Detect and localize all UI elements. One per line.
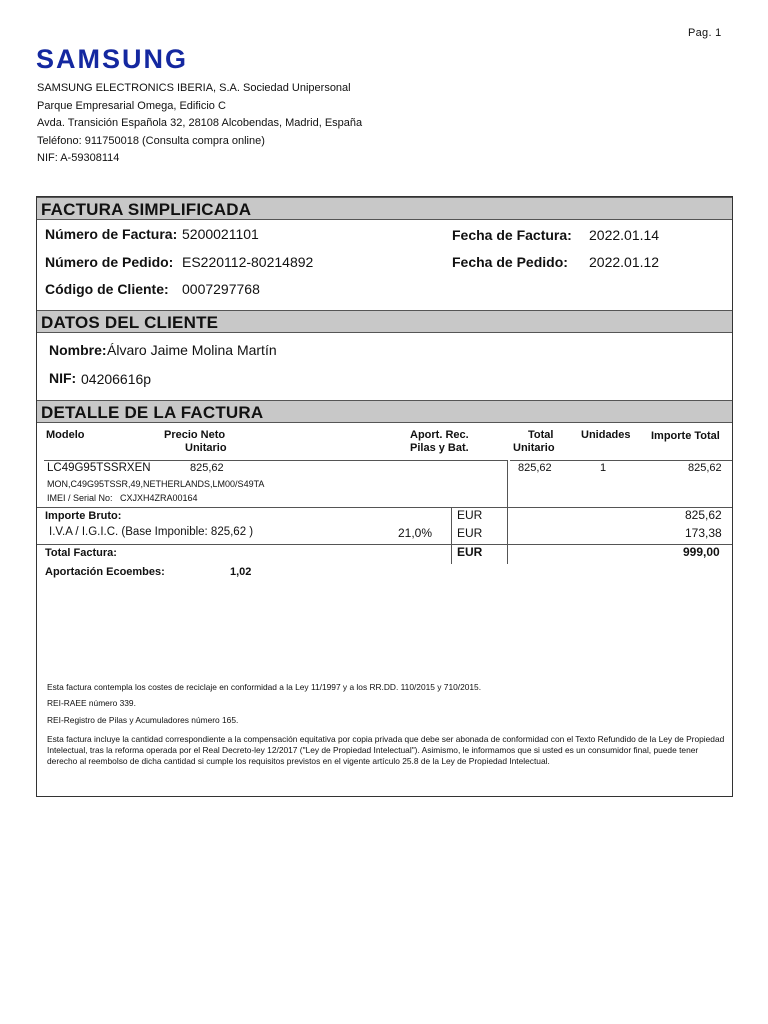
fecha-pedido-label: Fecha de Pedido:	[452, 254, 568, 270]
section-detalle-title: DETALLE DE LA FACTURA	[41, 403, 264, 422]
samsung-logo: SAMSUNG	[36, 44, 189, 74]
nif-value: 04206616p	[81, 371, 152, 387]
col-aport-2: Pilas y Bat.	[410, 442, 469, 454]
nif-label: NIF:	[49, 370, 77, 386]
numero-pedido-value: ES220112-80214892	[182, 254, 314, 270]
currency-divider-right	[507, 507, 508, 564]
section-cliente-title: DATOS DEL CLIENTE	[41, 313, 219, 332]
item-top-rule	[44, 460, 507, 461]
numero-factura-label: Número de Factura:	[45, 226, 178, 242]
company-address-2: Avda. Transición Española 32, 28108 Alcobendas, Madrid, España	[37, 117, 363, 129]
col-total-2: Unitario	[513, 442, 555, 454]
note-copia-privada: Esta factura incluye la cantidad correspondiente a la compensación equitativa por copia privada que debe ser abonada de conformidad con el Texto Refundido de la Ley de Propiedad Intelectual, tras la reforma operada por el Real Decreto-ley 12/2017 ("Ley de Propiedad Intelectual"). Asimismo, le informamos que si usted es un consumidor final, puede tener derecho al reembolso de dicha cantidad si cumple los requisitos previstos en el vigente artículo 25.8 de la Ley de Propiedad Intelectual.	[47, 734, 725, 766]
codigo-cliente-value: 0007297768	[182, 281, 260, 297]
iva-rate: 21,0%	[398, 526, 433, 540]
fecha-factura-value: 2022.01.14	[589, 227, 660, 243]
total-value: 999,00	[683, 545, 720, 559]
col-precio-1: Precio Neto	[164, 429, 226, 441]
col-total-1: Total	[528, 429, 554, 441]
col-modelo: Modelo	[46, 429, 85, 441]
item-unidades: 1	[600, 462, 607, 474]
numero-factura-value: 5200021101	[182, 226, 259, 242]
iva-currency: EUR	[457, 526, 483, 540]
nombre-value: Álvaro Jaime Molina Martín	[107, 342, 277, 358]
item-importe-total: 825,62	[688, 462, 722, 474]
item-descripcion: MON,C49G95TSSR,49,NETHERLANDS,LM00/S49TA	[47, 479, 265, 489]
col-aport-1: Aport. Rec.	[410, 429, 469, 441]
item-imei-value: CXJXH4ZRA00164	[120, 493, 198, 503]
company-name: SAMSUNG ELECTRONICS IBERIA, S.A. Sociedad Unipersonal	[37, 82, 351, 94]
item-modelo: LC49G95TSSRXEN	[47, 462, 151, 474]
company-nif: NIF: A-59308114	[37, 152, 120, 164]
ecoembes-value: 1,02	[230, 566, 252, 578]
nombre-label: Nombre:	[49, 342, 107, 358]
iva-label: I.V.A / I.G.I.C. (Base Imponible: 825,62 )	[49, 526, 254, 538]
iva-amount: 173,38	[685, 526, 722, 540]
item-total-unitario: 825,62	[518, 462, 552, 474]
importe-bruto-value: 825,62	[685, 508, 722, 522]
page-number: Pag. 1	[688, 27, 722, 39]
total-factura-label: Total Factura:	[45, 547, 117, 559]
total-rule	[37, 544, 732, 545]
item-divider	[507, 460, 508, 508]
totals-top-rule	[37, 507, 732, 508]
col-importe-total: Importe Total	[651, 430, 720, 442]
section-cliente-header	[37, 310, 732, 333]
section-detalle-header	[37, 400, 732, 423]
numero-pedido-label: Número de Pedido:	[45, 254, 174, 270]
company-phone: Teléfono: 911750018 (Consulta compra online)	[37, 135, 265, 147]
codigo-cliente-label: Código de Cliente:	[45, 281, 169, 297]
ecoembes-label: Aportación Ecoembes:	[45, 566, 165, 578]
note-rei-pilas: REI-Registro de Pilas y Acumuladores número 165.	[47, 715, 239, 725]
company-address-1: Parque Empresarial Omega, Edificio C	[37, 100, 226, 112]
item-top-rule-right	[510, 460, 732, 461]
col-unidades: Unidades	[581, 429, 631, 441]
total-currency: EUR	[457, 545, 483, 559]
section-factura-title: FACTURA SIMPLIFICADA	[41, 200, 252, 219]
col-precio-2: Unitario	[185, 442, 227, 454]
invoice-frame	[36, 196, 733, 797]
importe-bruto-label: Importe Bruto:	[45, 510, 122, 522]
fecha-pedido-value: 2022.01.12	[589, 254, 660, 270]
fecha-factura-label: Fecha de Factura:	[452, 227, 572, 243]
importe-bruto-currency: EUR	[457, 508, 483, 522]
note-reciclaje: Esta factura contempla los costes de reciclaje en conformidad a la Ley 11/1997 y a los RR.DD. 110/2015 y 710/2015.	[47, 682, 482, 692]
section-factura-header	[37, 197, 732, 220]
item-precio: 825,62	[190, 462, 224, 474]
item-imei-label: IMEI / Serial No:	[47, 493, 113, 503]
currency-divider-left	[451, 507, 452, 564]
note-rei-raee: REI-RAEE número 339.	[47, 698, 136, 708]
